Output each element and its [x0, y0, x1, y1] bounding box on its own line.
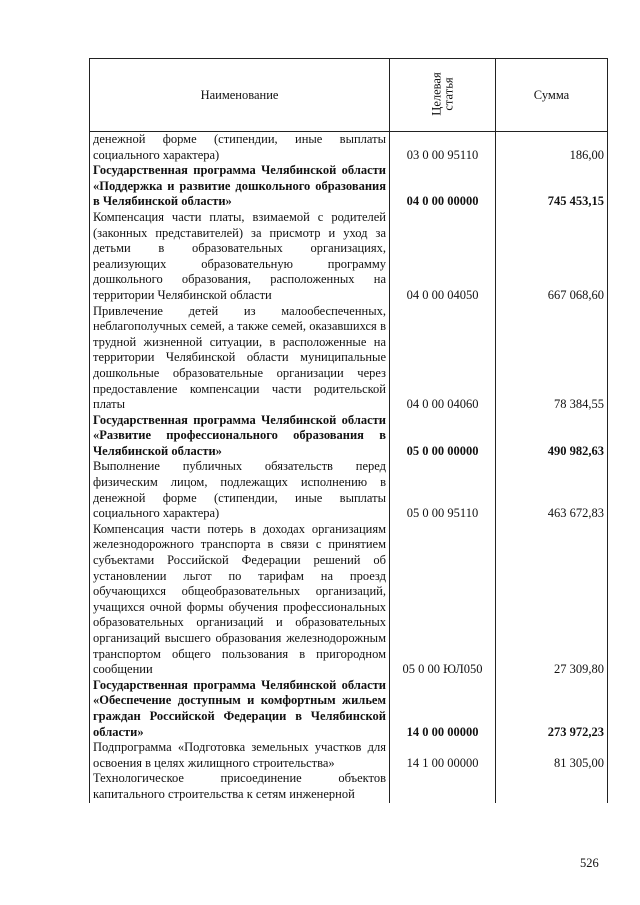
table-row: [90, 459, 608, 521]
column-header-sum: Сумма: [496, 59, 608, 132]
table-row: [90, 740, 608, 771]
table-row: [90, 210, 608, 304]
row-sum: 186,00: [496, 132, 608, 164]
column-header-code-line1: Целевая: [429, 72, 444, 116]
row-name: Государственная программа Челябинской области «Поддержка и развитие дошкольного образования в Челябинской области»: [90, 163, 390, 210]
table-row: [90, 771, 608, 802]
row-code: [390, 771, 496, 802]
row-code: 05 0 00 ЮЛ050: [390, 522, 496, 678]
page-number: 526: [580, 856, 599, 870]
column-header-code-line2: статья: [441, 77, 456, 111]
row-name: Выполнение публичных обязательств перед физическим лицом, подлежащих исполнению в денежной форме (стипендии, иные выплаты социального характера): [90, 459, 390, 521]
row-sum: 745 453,15: [496, 163, 608, 210]
row-sum: 273 972,23: [496, 678, 608, 740]
table-row: [90, 522, 608, 678]
table-body: [90, 132, 608, 803]
column-header-code: [390, 59, 496, 132]
table-row: [90, 304, 608, 413]
row-name: Государственная программа Челябинской области «Обеспечение доступным и комфортным жильем граждан Российской Федерации в Челябинской области»: [90, 678, 390, 740]
row-sum: [496, 771, 608, 802]
row-name: Привлечение детей из малообеспеченных, неблагополучных семей, а также семей, оказавшихся в трудной жизненной ситуации, в расположенные на территории Челябинской области муниципальные дошкольные образовательные организации через предоставление компенсации части родительской платы: [90, 304, 390, 413]
row-code: 03 0 00 95110: [390, 132, 496, 164]
row-code: 05 0 00 00000: [390, 413, 496, 460]
row-name: Технологическое присоединение объектов капитального строительства к сетям инженерной: [90, 771, 390, 802]
row-code: 14 1 00 00000: [390, 740, 496, 771]
row-name: Подпрограмма «Подготовка земельных участков для освоения в целях жилищного строительства»: [90, 740, 390, 771]
table-row: [90, 132, 608, 164]
table-row: [90, 678, 608, 740]
table-row: [90, 413, 608, 460]
row-name: Государственная программа Челябинской области «Развитие профессионального образования в Челябинской области»: [90, 413, 390, 460]
column-header-name: Наименование: [90, 59, 390, 132]
row-sum: 667 068,60: [496, 210, 608, 304]
row-sum: 490 982,63: [496, 413, 608, 460]
table-row: [90, 163, 608, 210]
budget-table: [89, 58, 608, 803]
row-code: 04 0 00 00000: [390, 163, 496, 210]
table-header: [90, 59, 608, 132]
row-sum: 81 305,00: [496, 740, 608, 771]
row-name: Компенсация части потерь в доходах организациям железнодорожного транспорта в связи с принятием субъектами Российской Федерации решений об установлении льгот по тарифам на проезд обучающихся общеобразовательных организаций, учащихся очной формы обучения профессиональных образовательных организаций и образовательных организаций высшего образования железнодорожным транспортом общего пользования в пригородном сообщении: [90, 522, 390, 678]
row-code: 04 0 00 04060: [390, 304, 496, 413]
row-code: 05 0 00 95110: [390, 459, 496, 521]
row-sum: 463 672,83: [496, 459, 608, 521]
row-sum: 27 309,80: [496, 522, 608, 678]
row-code: 04 0 00 04050: [390, 210, 496, 304]
row-name: Компенсация части платы, взимаемой с родителей (законных представителей) за присмотр и уход за детьми в образовательных организациях, реализующих образовательную программу дошкольного образования, расположенных на территории Челябинской области: [90, 210, 390, 304]
row-name: денежной форме (стипендии, иные выплаты социального характера): [90, 132, 390, 164]
row-sum: 78 384,55: [496, 304, 608, 413]
row-code: 14 0 00 00000: [390, 678, 496, 740]
